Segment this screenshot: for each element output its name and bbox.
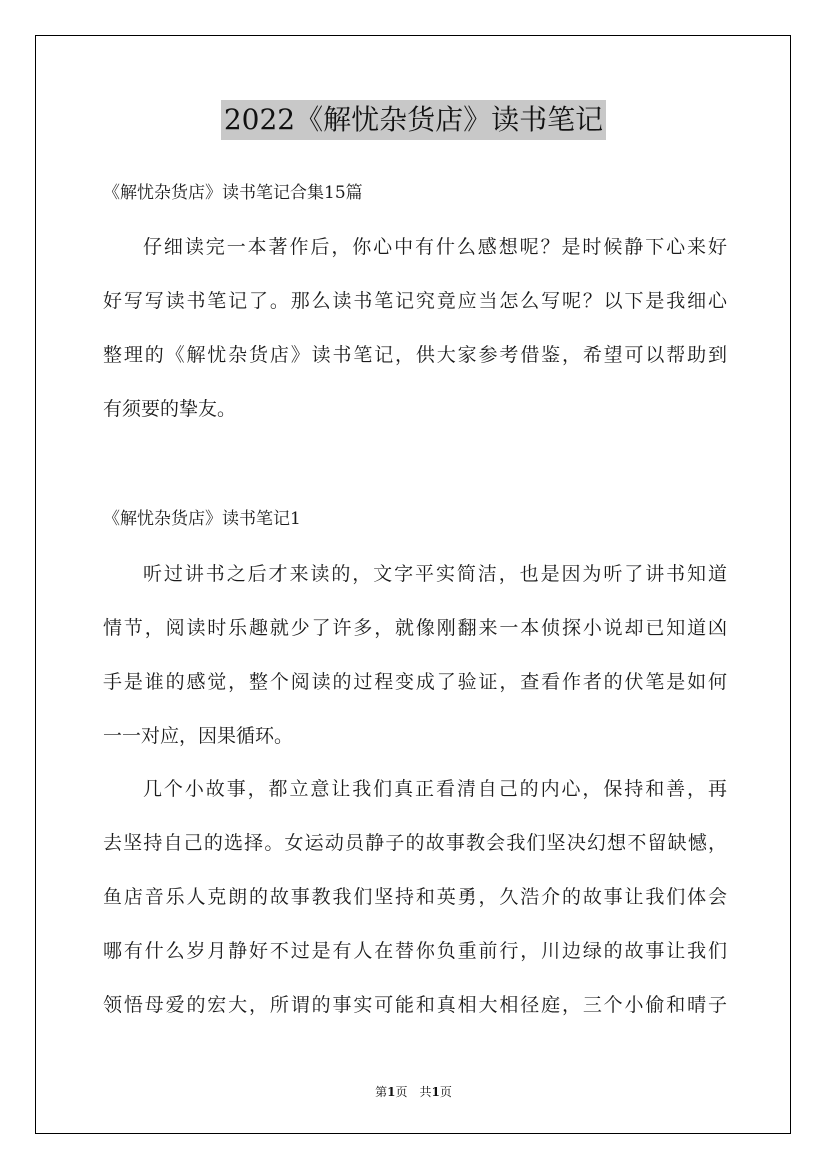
paragraph-line: 有须要的挚友。 <box>103 398 237 420</box>
paragraph-line: 鱼店音乐人克朗的故事教我们坚持和英勇，久浩介的故事让我们体会 <box>103 886 727 908</box>
page-prefix: 第 <box>375 1085 388 1099</box>
paragraph-line: 一一对应，因果循环。 <box>103 725 294 747</box>
paragraph-line: 仔细读完一本著作后，你心中有什么感想呢？是时候静下心来好 <box>143 236 727 258</box>
page-footer <box>0 1083 827 1101</box>
page-unit: 页 <box>395 1085 408 1099</box>
page-total: 1 <box>431 1085 440 1099</box>
title-container <box>0 100 827 140</box>
paragraph-line: 领悟母爱的宏大，所谓的事实可能和真相大相径庭，三个小偷和晴子 <box>103 994 727 1016</box>
total-prefix: 共 <box>419 1085 432 1099</box>
paragraph-line: 听过讲书之后才来读的，文字平实简洁，也是因为听了讲书知道 <box>143 563 727 585</box>
paragraph-line: 好写写读书笔记了。那么读书笔记究竟应当怎么写呢？以下是我细心 <box>103 290 727 312</box>
document-title: 2022《解忧杂货店》读书笔记 <box>221 100 606 140</box>
paragraph-line: 去坚持自己的选择。女运动员静子的故事教会我们坚决幻想不留缺憾， <box>103 832 727 854</box>
page-current: 1 <box>387 1085 396 1099</box>
collection-heading: 《解忧杂货店》读书笔记合集15篇 <box>103 183 363 203</box>
paragraph-line: 几个小故事，都立意让我们真正看清自己的内心，保持和善，再 <box>143 778 727 800</box>
section-paragraph-2 <box>103 762 727 1032</box>
total-unit: 页 <box>439 1085 452 1099</box>
intro-paragraph <box>103 220 727 436</box>
paragraph-line: 手是谁的感觉，整个阅读的过程变成了验证，查看作者的伏笔是如何 <box>103 671 727 693</box>
section-paragraph-1 <box>103 547 727 763</box>
paragraph-line: 哪有什么岁月静好不过是有人在替你负重前行，川边绿的故事让我们 <box>103 940 727 962</box>
paragraph-line: 情节，阅读时乐趣就少了许多，就像刚翻来一本侦探小说却已知道凶 <box>103 617 727 639</box>
paragraph-line: 整理的《解忧杂货店》读书笔记，供大家参考借鉴，希望可以帮助到 <box>103 344 727 366</box>
section-heading: 《解忧杂货店》读书笔记1 <box>103 509 301 529</box>
